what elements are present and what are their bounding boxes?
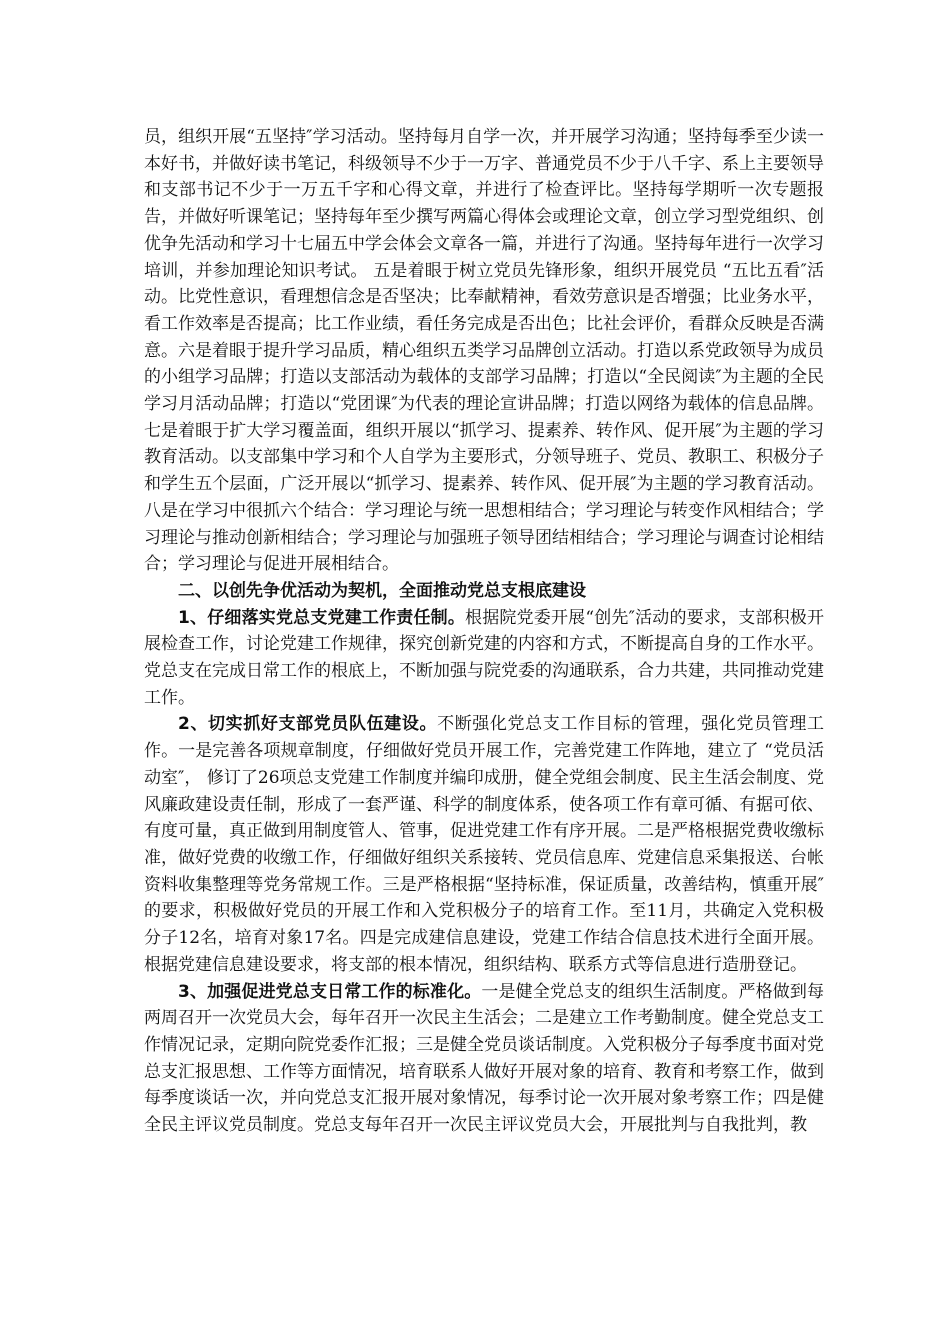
paragraph-item-1 bbox=[144, 605, 824, 712]
paragraph-continuation: 员，组织开展“五坚持″学习活动。坚持每月自学一次，并开展学习沟通；坚持每季至少读一本好书，并做好读书笔记，科级领导不少于一万字、普通党员不少于八千字、系上主要领导和支部书记不少于一万五千字和心得文章，并进行了检查评比。坚持每学期听一次专题报告，并做好听课笔记；坚持每年至少撰写两篇心得体会或理论文章，创立学习型党组织、创优争先活动和学习十七届五中学会体会文章各一篇，并进行了沟通。坚持每年进行一次学习培训，并参加理论知识考试。 五是着眼于树立党员先锋形象，组织开展党员 “五比五看″活动。比党性意识，看理想信念是否坚决；比奉献精神，看效劳意识是否增强；比业务水平，看工作效率是否提高；比工作业绩，看任务完成是否出色；比社会评价，看群众反映是否满意。六是着眼于提升学习品质，精心组织五类学习品牌创立活动。打造以系党政领导为成员的小组学习品牌；打造以支部活动为载体的支部学习品牌；打造以“全民阅读″为主题的全民学习月活动品牌；打造以“党团课″为代表的理论宣讲品牌；打造以网络为载体的信息品牌。七是着眼于扩大学习覆盖面，组织开展以“抓学习、提素养、转作风、促开展″为主题的学习教育活动。以支部集中学习和个人自学为主要形式，分领导班子、党员、教职工、积极分子和学生五个层面，广泛开展以“抓学习、提素养、转作风、促开展″为主题的学习教育活动。八是在学习中很抓六个结合：学习理论与统一思想相结合；学习理论与转变作风相结合；学习理论与推动创新相结合；学习理论与加强班子领导团结相结合；学习理论与调查讨论相结合；学习理论与促进开展相结合。 bbox=[144, 127, 824, 575]
item-3-body: 一是健全党总支的组织生活制度。严格做到每两周召开一次党员大会，每年召开一次民主生活会；二是建立工作考勤制度。健全党总支工作情况记录，定期向院党委作汇报；三是健全党员谈话制度。入党积极分子每季度书面对党总支汇报思想、工作等方面情况，培育联系人做好开展对象的培育、教育和考察工作，做到每季度谈话一次，并向党总支汇报开展对象情况，每季讨论一次开展对象考察工作；四是健全民主评议党员制度。党总支每年召开一次民主评议党员大会，开展批判与自我批判，教 bbox=[144, 981, 824, 1136]
item-3-lead: 3、加强促进党总支日常工作的标准化。 bbox=[178, 981, 482, 1002]
document-body bbox=[144, 124, 824, 1139]
item-2-body: 不断强化党总支工作目标的管理，强化党员管理工作。一是完善各项规章制度，仔细做好党员开展工作，完善党建工作阵地，建立了 “党员活动室″， 修订了26项总支党建工作制度并编印成册，健全党组会制度、民主生活会制度、党风廉政建设责任制，形成了一套严谨、科学的制度体系，使各项工作有章可循、有据可依、有度可量，真正做到用制度管人、管事，促进党建工作有序开展。二是严格根据党费收缴标准，做好党费的收缴工作，仔细做好组织关系接转、党员信息库、党建信息采集报送、台帐资料收集整理等党务常规工作。三是严格根据“坚持标准，保证质量，改善结构，慎重开展″的要求，积极做好党员的开展工作和入党积极分子的培育工作。至11月，共确定入党积极分子12名，培育对象17名。四是完成建信息建设，党建工作结合信息技术进行全面开展。根据党建信息建设要求，将支部的根本情况，组织结构、联系方式等信息进行造册登记。 bbox=[144, 714, 825, 975]
paragraph-item-3 bbox=[144, 979, 824, 1139]
item-1-body: 根据院党委开展“创先″活动的要求，支部积极开展检查工作，讨论党建工作规律，探究创新党建的内容和方式，不断提高自身的工作水平。党总支在完成日常工作的根底上，不断加强与院党委的沟通联系，合力共建，共同推动党建工作。 bbox=[144, 607, 824, 708]
section-heading: 二、以创先争优活动为契机，全面推动党总支根底建设 bbox=[178, 580, 586, 601]
paragraph-item-2 bbox=[144, 711, 824, 978]
item-1-lead: 1、仔细落实党总支党建工作责任制。 bbox=[178, 607, 466, 628]
item-2-lead: 2、切实抓好支部党员队伍建设。 bbox=[178, 714, 438, 735]
